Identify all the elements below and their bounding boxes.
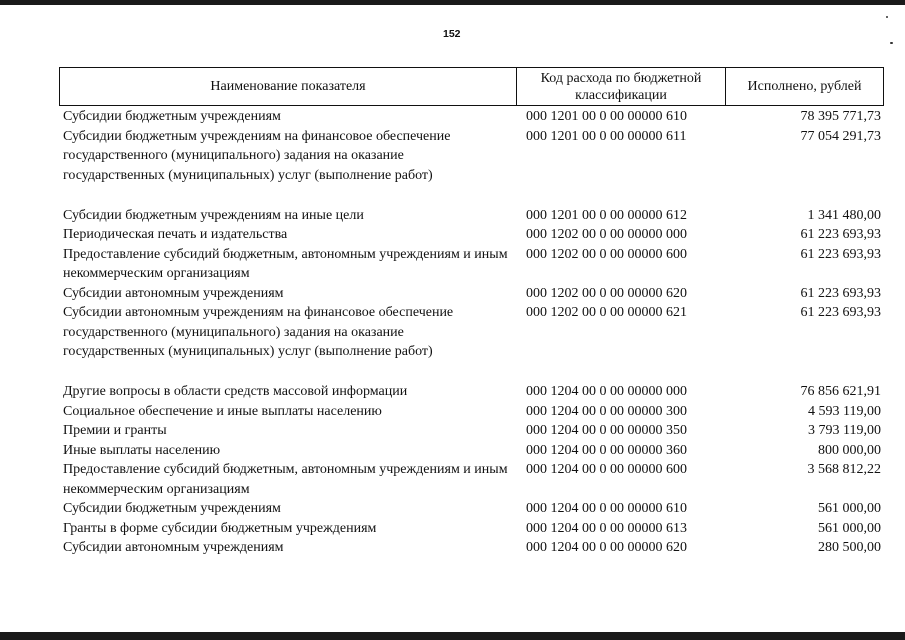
column-header-code: Код расхода по бюджетной классификации xyxy=(540,70,702,103)
row-name: Субсидии бюджетным учреждениям xyxy=(63,109,281,124)
table-row xyxy=(0,441,905,461)
table-row xyxy=(0,245,905,284)
table-row xyxy=(0,284,905,304)
row-name: Субсидии бюджетным учреждениям на финансовое обеспечение государственного (муниципального) задания на оказание государственных (муниципальных) услуг (выполнение работ) xyxy=(63,128,451,183)
row-amount: 1 341 480,00 xyxy=(807,207,881,223)
table-row xyxy=(0,519,905,539)
table-row xyxy=(0,538,905,558)
page-number: 152 xyxy=(443,28,461,40)
row-amount: 800 000,00 xyxy=(818,442,881,458)
row-name: Гранты в форме субсидии бюджетным учреждениям xyxy=(63,520,377,536)
row-amount: 61 223 693,93 xyxy=(800,305,881,320)
row-code: 000 1202 00 0 00 00000 621 xyxy=(526,305,687,320)
table-row xyxy=(0,127,905,206)
row-amount: 76 856 621,91 xyxy=(800,384,881,399)
row-amount: 61 223 693,93 xyxy=(800,246,881,262)
row-name: Субсидии бюджетным учреждениям на иные цели xyxy=(63,207,364,223)
row-amount: 78 395 771,73 xyxy=(800,109,881,124)
table-row xyxy=(0,206,905,226)
row-name: Предоставление субсидий бюджетным, автономным учреждениям и иным некоммерческим организациям xyxy=(63,246,508,281)
row-name: Предоставление субсидий бюджетным, автономным учреждениям и иным некоммерческим организациям xyxy=(63,462,508,497)
row-amount: 561 000,00 xyxy=(818,501,881,516)
row-name: Субсидии бюджетным учреждениям xyxy=(63,501,281,516)
row-code: 000 1204 00 0 00 00000 620 xyxy=(526,540,687,555)
row-code: 000 1202 00 0 00 00000 620 xyxy=(526,285,687,301)
row-code: 000 1204 00 0 00 00000 350 xyxy=(526,423,687,438)
row-amount: 3 793 119,00 xyxy=(808,423,881,438)
row-code: 000 1202 00 0 00 00000 000 xyxy=(526,227,687,242)
row-name: Премии и гранты xyxy=(63,423,167,438)
row-name: Субсидии автономным учреждениям xyxy=(63,540,284,555)
row-code: 000 1204 00 0 00 00000 000 xyxy=(526,384,687,399)
row-code: 000 1204 00 0 00 00000 610 xyxy=(526,501,687,516)
scan-border-top xyxy=(0,0,905,5)
row-code: 000 1201 00 0 00 00000 612 xyxy=(526,207,687,223)
row-code: 000 1204 00 0 00 00000 300 xyxy=(526,403,687,419)
table-row xyxy=(0,303,905,382)
row-name: Субсидии автономным учреждениям xyxy=(63,285,284,301)
table-header xyxy=(59,67,884,106)
table-row xyxy=(0,107,905,127)
row-code: 000 1201 00 0 00 00000 610 xyxy=(526,109,687,124)
table-row xyxy=(0,402,905,422)
row-code: 000 1201 00 0 00 00000 611 xyxy=(526,128,687,144)
table-row xyxy=(0,225,905,245)
table-body xyxy=(0,107,905,558)
column-header-amount: Исполнено, рублей xyxy=(747,79,862,94)
row-name: Периодическая печать и издательства xyxy=(63,227,288,242)
row-name: Субсидии автономным учреждениям на финансовое обеспечение государственного (муниципального) задания на оказание государственных (муниципальных) услуг (выполнение работ) xyxy=(63,305,454,359)
row-amount: 561 000,00 xyxy=(818,520,881,536)
row-name: Иные выплаты населению xyxy=(63,442,221,458)
scan-speck xyxy=(886,16,888,18)
row-name: Социальное обеспечение и иные выплаты населению xyxy=(63,403,382,419)
scan-speck xyxy=(890,42,893,44)
row-code: 000 1204 00 0 00 00000 360 xyxy=(526,442,687,458)
scan-border-bottom xyxy=(0,632,905,640)
row-amount: 61 223 693,93 xyxy=(800,285,881,301)
row-code: 000 1202 00 0 00 00000 600 xyxy=(526,246,687,262)
row-name: Другие вопросы в области средств массовой информации xyxy=(63,384,408,399)
row-code: 000 1204 00 0 00 00000 613 xyxy=(526,520,687,536)
column-header-name: Наименование показателя xyxy=(210,79,366,94)
table-row xyxy=(0,460,905,499)
row-amount: 3 568 812,22 xyxy=(807,462,881,477)
table-row xyxy=(0,382,905,402)
row-amount: 77 054 291,73 xyxy=(800,128,881,144)
table-row xyxy=(0,421,905,441)
row-amount: 61 223 693,93 xyxy=(800,227,881,242)
row-code: 000 1204 00 0 00 00000 600 xyxy=(526,462,687,477)
row-amount: 280 500,00 xyxy=(818,540,881,555)
row-amount: 4 593 119,00 xyxy=(808,403,881,419)
table-row xyxy=(0,499,905,519)
